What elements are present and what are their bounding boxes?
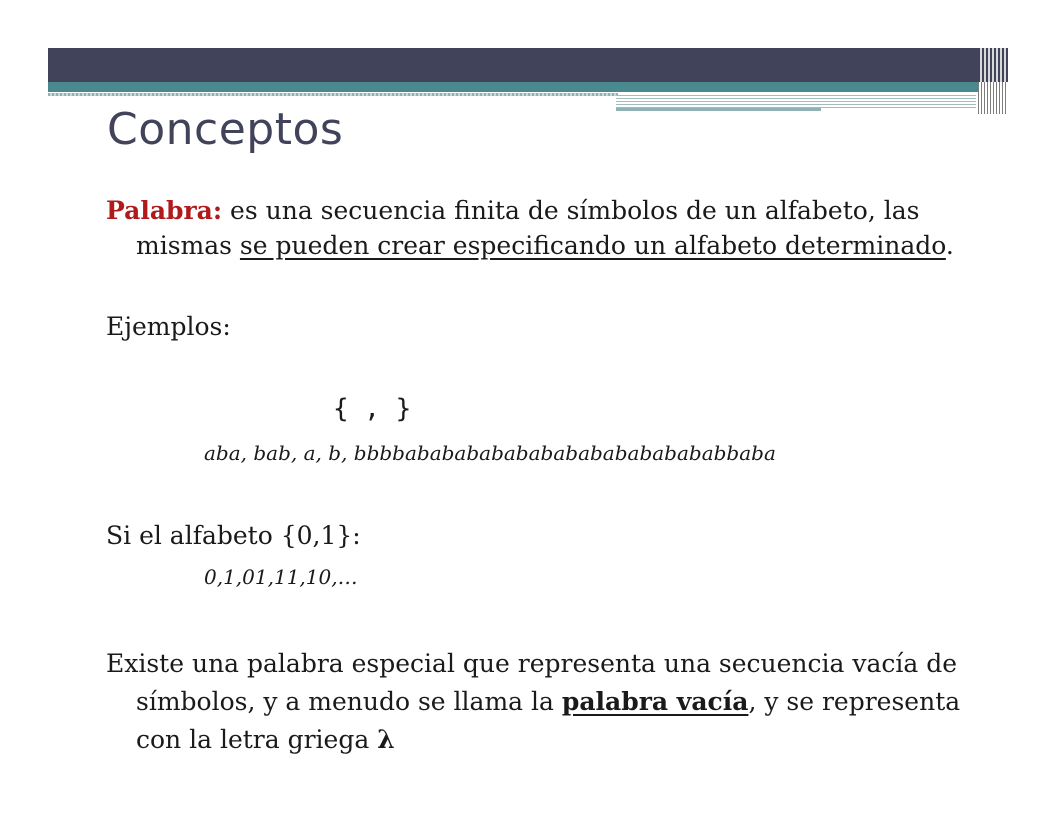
slide-title: Conceptos (107, 104, 344, 155)
header-teal-band (48, 82, 978, 92)
definition-text: es una secuencia finita de símbolos de un alfabeto, las mismas (136, 196, 920, 260)
header-accent-stripes (616, 95, 976, 109)
binary-words: 0,1,01,11,10,… (204, 565, 358, 589)
binary-alphabet-label: Si el alfabeto {0,1}: (106, 521, 361, 550)
empty-word-intro: Existe una palabra especial que representa una secuencia vacía de símbolos, y a menudo se llama la (106, 649, 958, 716)
definition-underlined: se pueden crear especificando un alfabeto determinado (239, 231, 946, 260)
empty-word-middle: , y se representa con la letra griega (136, 687, 961, 754)
header-right-decoration-top (978, 48, 1008, 82)
examples-label: Ejemplos: (106, 312, 231, 341)
header-accent-short-line (616, 108, 821, 111)
empty-word-paragraph (106, 645, 1006, 759)
empty-word-term: palabra vacía (561, 687, 749, 716)
header-accent-line (48, 93, 618, 96)
header-dark-band (48, 48, 978, 82)
lambda-symbol: λ (377, 725, 395, 754)
example-words: aba, bab, a, b, bbbbabababababababababababababbaba (204, 441, 776, 465)
definition-paragraph (106, 193, 1006, 263)
definition-term: Palabra: (106, 196, 223, 225)
alphabet-braces: { , } (333, 394, 412, 424)
definition-block (106, 193, 1006, 263)
empty-word-text (106, 645, 1006, 759)
definition-end: . (945, 231, 954, 260)
